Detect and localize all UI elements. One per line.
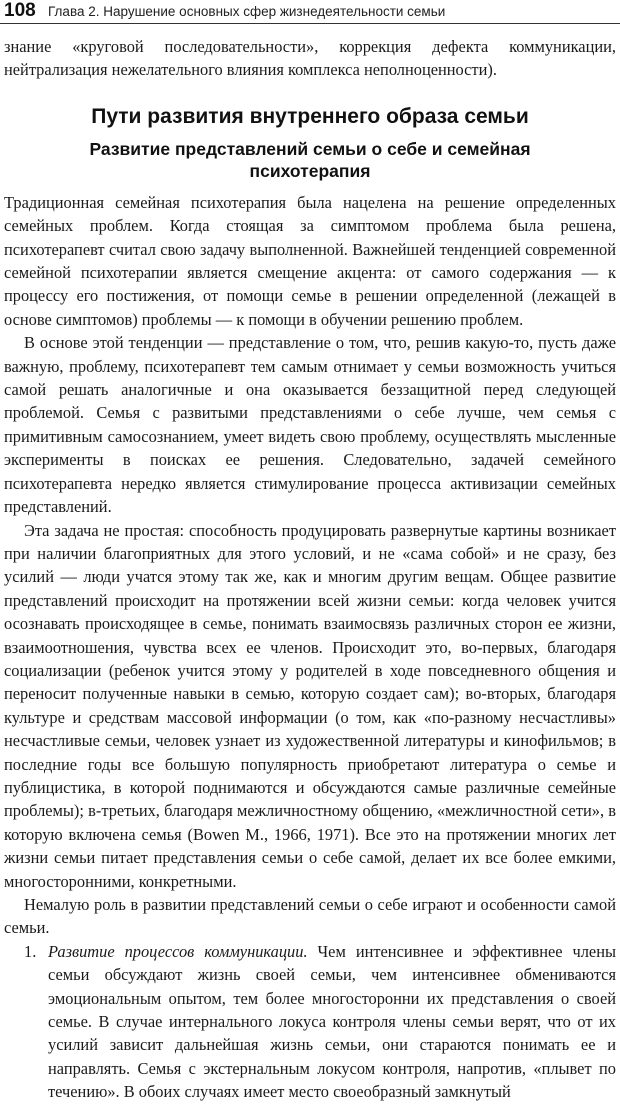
paragraph-3: Эта задача не простая: способность продуцировать развернутые картины возникает при наличии благоприятных для этого условий, и не «сама собой» и не сразу, без усилий — люди учатся этому так же, как и многим другим вещам. Общее развитие представлений происходит на протяжении всей жизни семьи: когда человек учится осознавать происходящее в семье, понимать взаимосвязь различных сторон ее жизни, взаимоотношения, чувства всех ее членов. Происходит это, во-первых, благодаря социализации (ребенок учится этому у родителей в ходе повседневного общения и переносит полученные навыки в семью, которую создает сам); во-вторых, благодаря культуре и средствам массовой информации (о том, как «по-разному несчастливы» несчастливые семьи, человек узнает из художественной литературы и кинофильмов; в последние годы все большую популярность приобретают литература о семье и публицистика, в которой поднимаются и обсуждаются самые различные семейные проблемы); в-третьих, благодаря межличностному общению, «межличностной сети», в которую включена семья (Bowen M., 1966, 1971). Все это на протяжении многих лет жизни семьи питает представления семьи о себе самой, делает их все более емкими, многосторонними, конкретными. <box>4 520 616 891</box>
list-item-number: 1. <box>24 941 37 961</box>
page-body <box>4 35 616 1104</box>
paragraph-1: Традиционная семейная психотерапия была нацелена на решение определенных семейных проблем. Когда стоящая за симптомом проблема была решена, психотерапевт считал свою задачу выполненной. Важнейшей тенденцией современной семейной психотерапии является смещение акцента: от самого содержания — к процессу его постижения, от помощи семье в решении определенной (лежащей в основе симптомов) проблемы — к помощи в обучении решению проблем. <box>4 192 616 329</box>
header-rule <box>0 23 620 24</box>
section-title: Пути развития внутреннего образа семьи <box>91 104 529 128</box>
page-header <box>0 0 620 28</box>
paragraph-2: В основе этой тенденции — представление о том, что, решив какую-то, пусть даже важную, проблему, психотерапевт тем самым отнимает у семьи возможность учиться самой решать аналогичные и она оказывается беззащитной перед следующей проблемой. Семья с развитыми представлениями о себе лучше, чем семья с примитивным самосознанием, умеет видеть свою проблему, осуществлять мысленные эксперименты в поисках ее решения. Следовательно, задачей семейного психотерапевта нередко является стимулирование процесса активизации семейных представлений. <box>4 333 616 517</box>
list-item-1 <box>4 940 616 1104</box>
subsection-title-line-1: Развитие представлений семьи о себе и семейная <box>89 138 531 159</box>
list-item-text: Чем интенсивнее и эффективнее члены семьи обсуждают жизнь своей семьи, чем интенсивнее обмениваются эмоциональным опытом, тем более многосторонни их представления о своей семье. В случае интернального локуса контроля члены семьи верят, что от их усилий зависит дальнейшая жизнь семьи, они стараются понимать ее и направлять. Семья с экстернальным локусом контроля, напротив, «плывет по течению». В обоих случаях имеет место своеобразный замкнутый <box>48 941 616 1102</box>
list-item-title: Развитие процессов коммуникации. <box>48 941 308 961</box>
subsection-title <box>4 138 616 182</box>
running-head: Глава 2. Нарушение основных сфер жизнедеятельности семьи <box>48 4 446 19</box>
intro-continuation: знание «круговой последовательности», коррекция дефекта коммуникации, нейтрализация нежелательного влияния комплекса неполноценности). <box>4 37 616 80</box>
page-number: 108 <box>4 0 36 21</box>
paragraph-4: Немалую роль в развитии представлений семьи о себе играют и особенности самой семьи. <box>4 895 616 938</box>
subsection-title-line-2: психотерапия <box>249 160 371 181</box>
